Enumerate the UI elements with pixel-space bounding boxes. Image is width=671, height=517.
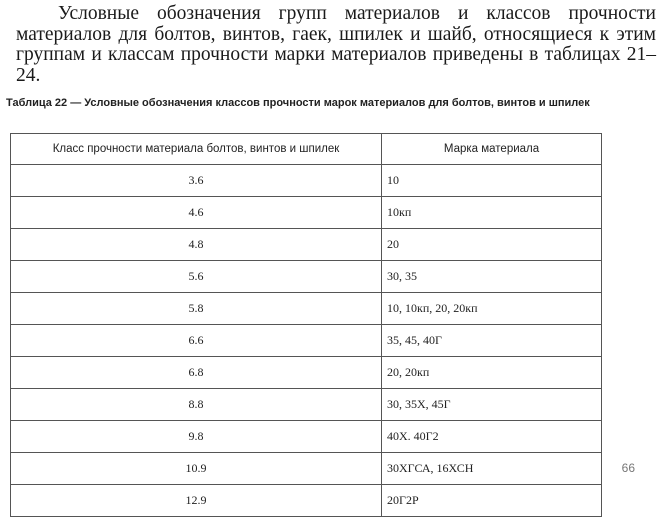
strength-class-cell: 6.6 xyxy=(11,325,382,357)
table-row xyxy=(11,485,602,517)
material-grade-cell: 10 xyxy=(382,165,602,197)
material-grade-cell: 10, 10кп, 20, 20кп xyxy=(382,293,602,325)
header-row xyxy=(11,134,602,165)
material-grade-cell: 10кп xyxy=(382,197,602,229)
table-row xyxy=(11,325,602,357)
strength-class-cell: 6.8 xyxy=(11,357,382,389)
table-row xyxy=(11,165,602,197)
table-body xyxy=(11,165,602,517)
material-grade-cell: 20Г2Р xyxy=(382,485,602,517)
table-row xyxy=(11,357,602,389)
material-grade-cell: 30ХГСА, 16ХСН xyxy=(382,453,602,485)
intro-paragraph: Условные обозначения групп материалов и классов прочности материалов для болтов, винтов, гаек, шпилек и шайб, относящиеся к этим группам и классам прочности марки материалов приведены в таблицах 21–24. xyxy=(16,3,656,86)
strength-class-cell: 5.8 xyxy=(11,293,382,325)
table-header xyxy=(11,134,602,165)
material-grade-cell: 20 xyxy=(382,229,602,261)
table-row xyxy=(11,389,602,421)
table-row xyxy=(11,421,602,453)
table-row xyxy=(11,261,602,293)
strength-class-cell: 9.8 xyxy=(11,421,382,453)
material-grade-cell: 30, 35 xyxy=(382,261,602,293)
material-grade-cell: 20, 20кп xyxy=(382,357,602,389)
strength-class-cell: 3.6 xyxy=(11,165,382,197)
strength-class-cell: 4.6 xyxy=(11,197,382,229)
strength-class-cell: 12.9 xyxy=(11,485,382,517)
material-grade-cell: 40Х. 40Г2 xyxy=(382,421,602,453)
strength-class-table xyxy=(10,133,602,517)
page-number: 66 xyxy=(621,461,635,475)
table-caption: Таблица 22 — Условные обозначения классов прочности марок материалов для болтов, винтов и шпилек xyxy=(6,97,590,109)
table-row xyxy=(11,197,602,229)
strength-class-cell: 4.8 xyxy=(11,229,382,261)
strength-class-cell: 5.6 xyxy=(11,261,382,293)
material-grade-cell: 35, 45, 40Г xyxy=(382,325,602,357)
table-row xyxy=(11,229,602,261)
header-strength-class: Класс прочности материала болтов, винтов и шпилек xyxy=(11,134,382,165)
strength-class-cell: 8.8 xyxy=(11,389,382,421)
strength-class-cell: 10.9 xyxy=(11,453,382,485)
table-row xyxy=(11,293,602,325)
material-grade-cell: 30, 35Х, 45Г xyxy=(382,389,602,421)
header-material-grade: Марка материала xyxy=(382,134,602,165)
table-row xyxy=(11,453,602,485)
